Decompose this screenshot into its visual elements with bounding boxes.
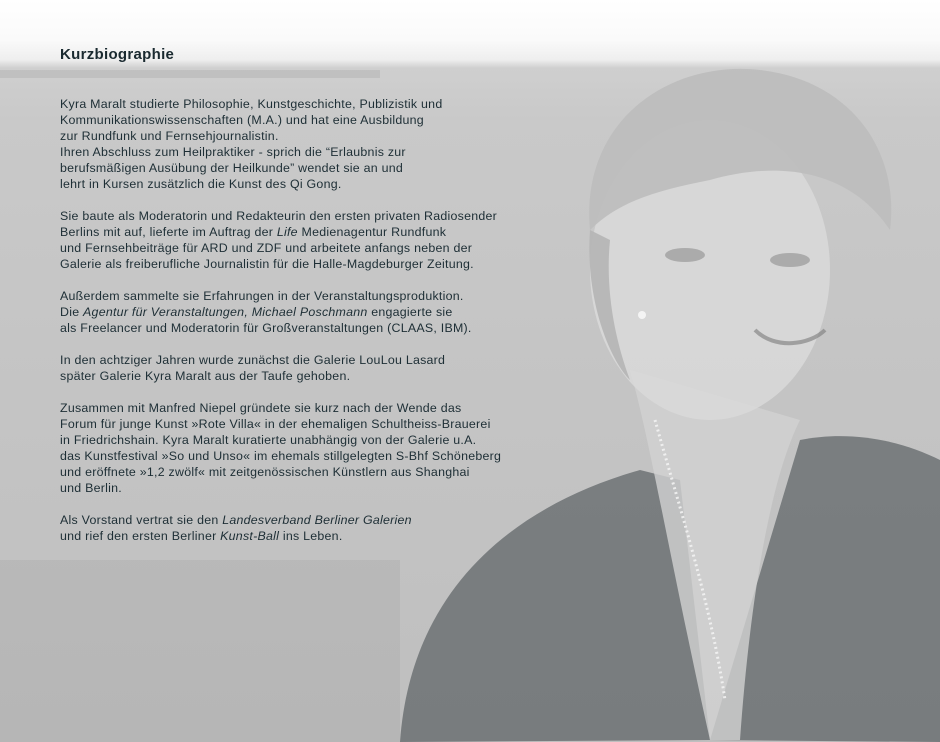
biography-paragraph [60, 512, 580, 544]
text-segment: Sie baute als Moderatorin und Redakteurin den ersten privaten Radiosender [60, 209, 498, 223]
emphasized-text: Landesverband Berliner Galerien [222, 513, 412, 527]
text-line [60, 96, 580, 112]
text-segment: Außerdem sammelte sie Erfahrungen in der Veranstaltungsproduktion. [60, 289, 464, 303]
text-line [60, 352, 580, 368]
text-line [60, 160, 580, 176]
text-line [60, 512, 580, 528]
text-segment: engagierte sie [367, 305, 453, 319]
text-line [60, 240, 580, 256]
text-segment: Forum für junge Kunst »Rote Villa« in der ehemaligen Schultheiss-Brauerei [60, 417, 491, 431]
text-line [60, 176, 580, 192]
text-line [60, 432, 580, 448]
text-segment: Kyra Maralt studierte Philosophie, Kunstgeschichte, Publizistik und [60, 97, 443, 111]
text-line [60, 400, 580, 416]
text-segment: Zusammen mit Manfred Niepel gründete sie kurz nach der Wende das [60, 401, 462, 415]
text-line [60, 128, 580, 144]
text-line [60, 416, 580, 432]
text-segment: Ihren Abschluss zum Heilpraktiker - sprich die “Erlaubnis zur [60, 145, 406, 159]
text-segment: in Friedrichshain. Kyra Maralt kuratierte unabhängig von der Galerie u.A. [60, 433, 477, 447]
biography-text [60, 96, 580, 544]
text-line [60, 256, 580, 272]
text-segment: Berlins mit auf, lieferte im Auftrag der [60, 225, 277, 239]
text-line [60, 224, 580, 240]
text-segment: Als Vorstand vertrat sie den [60, 513, 223, 527]
text-line [60, 304, 580, 320]
emphasized-text: Kunst-Ball [220, 529, 280, 543]
biography-paragraph [60, 208, 580, 272]
text-segment: und Berlin. [60, 481, 122, 495]
text-segment: Kommunikationswissenschaften (M.A.) und hat eine Ausbildung [60, 113, 424, 127]
text-segment: und rief den ersten Berliner [60, 529, 221, 543]
biography-paragraph [60, 288, 580, 336]
text-segment: das Kunstfestival »So und Unso« im ehemals stillgelegten S-Bhf Schöneberg [60, 449, 502, 463]
text-line [60, 528, 580, 544]
text-segment: Medienagentur Rundfunk [297, 225, 447, 239]
text-line [60, 448, 580, 464]
text-line [60, 480, 580, 496]
text-segment: Die [60, 305, 84, 319]
text-segment: und eröffnete »1,2 zwölf« mit zeitgenössischen Künstlern aus Shanghai [60, 465, 470, 479]
text-line [60, 368, 580, 384]
text-line [60, 208, 580, 224]
page-title: Kurzbiographie [60, 46, 175, 63]
biography-paragraph [60, 400, 580, 496]
text-segment: als Freelancer und Moderatorin für Großveranstaltungen (CLAAS, IBM). [60, 321, 472, 335]
text-segment: lehrt in Kursen zusätzlich die Kunst des Qi Gong. [60, 177, 342, 191]
emphasized-text: Life [276, 225, 298, 239]
text-line [60, 112, 580, 128]
biography-paragraph [60, 96, 580, 192]
text-segment: berufsmäßigen Ausübung der Heilkunde” wendet sie an und [60, 161, 404, 175]
text-segment: später Galerie Kyra Maralt aus der Taufe gehoben. [60, 369, 351, 383]
text-line [60, 320, 580, 336]
text-line [60, 464, 580, 480]
biography-paragraph [60, 352, 580, 384]
text-segment: ins Leben. [279, 529, 343, 543]
emphasized-text: Agentur für Veranstaltungen, Michael Poschmann [83, 305, 368, 319]
text-segment: Galerie als freiberufliche Journalistin für die Halle-Magdeburger Zeitung. [60, 257, 474, 271]
biography-section [60, 46, 580, 560]
text-line [60, 144, 580, 160]
text-segment: und Fernsehbeiträge für ARD und ZDF und arbeitete anfangs neben der [60, 241, 473, 255]
text-segment: zur Rundfunk und Fernsehjournalistin. [60, 129, 279, 143]
text-line [60, 288, 580, 304]
text-segment: In den achtziger Jahren wurde zunächst die Galerie LouLou Lasard [60, 353, 446, 367]
